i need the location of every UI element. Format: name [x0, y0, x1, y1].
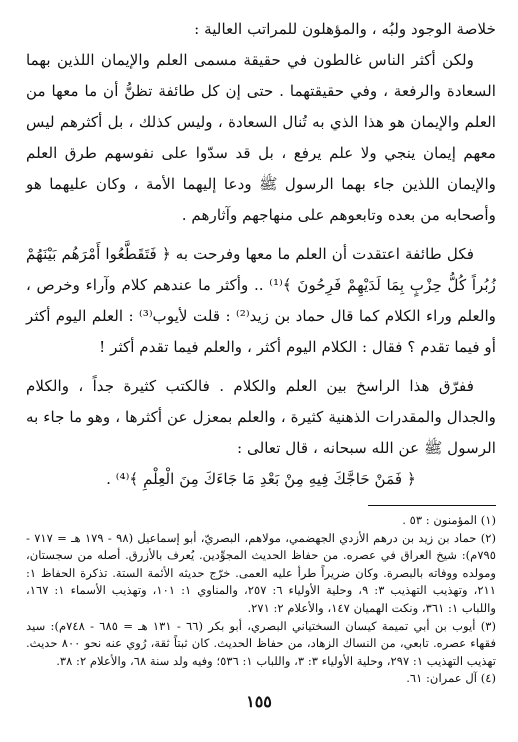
footnote-1: (١) المؤمنون : ٥٣ .: [402, 513, 496, 527]
paragraph-knowledge-faith: ولكن أكثر الناس غالطون في حقيقة مسمى العلم والإيمان اللذين بهما السعادة والرفعة ، وفي حقيقتهما . حتى إن كل طائفة تظنُّ أن ما معها من العلم والإيمان هو هذا الذي به تُنال السعادة ، وليس كذلك ، بل أكثرهم ليس معهم إيمان ينجي ولا علم يرفع ، بل قد سدّوا على نفوسهم طرق العلم والإيمان اللذين جاء بهما الرسول ﷺ ودعا إليهما الأمة ، وكان عليهما هو وأصحابه من بعده وتابعوهم على منهاجهم وآثارهم .: [26, 51, 496, 224]
footnote-4: (٤) آل عمران: ٦١.: [406, 671, 496, 686]
footnotes: [26, 512, 496, 688]
page-number: ١٥٥: [246, 692, 272, 711]
paragraph-each-faction: فكل طائفة اعتقدت أن العلم ما معها وفرحت به ﴿ فَتَقَطَّعُوا أَمْرَهُم بَيْنَهُمْ زُبُراً كُلُّ حِزْبٍ بِمَا لَدَيْهِمْ فَرِحُونَ ﴾⁽¹⁾ .. وأكثر ما عندهم كلام وآراء وخرص ، والعلم وراء الكلام كما قال حماد بن زيد⁽²⁾ : قلت لأيوب⁽³⁾ : العلم اليوم أكثر أو فيما تقدم ؟ فقال : الكلام اليوم أكثر ، والعلم فيما تقدم أكثر !: [26, 245, 497, 356]
book-page: [26, 14, 496, 730]
footnote-2: (٢) حماد بن زيد بن درهم الأزدي الجهضمي، مولاهم، البصريّ، أبو إسماعيل (٩٨ - ١٧٩ هـ = ٧١٧ - ٧٩٥م): شيخ العراق في عصره. من حفاظ الحديث المجوِّدين. يُعرف بالأزرق. أصله من سجستان، ومولده ووفاته بالبصرة. وكان ضريراً طرأ عليه العمى. خرّج حديثه الأئمة الستة. تذكرة الحفاظ ١: ٢١١، وتهذيب التهذيب ٣: ٩، وحلية الأولياء ٦: ٢٥٧، والمناوي ١: ١٠١، وتهذيب الأسماء ١: ١٦٧، واللباب ١: ٣٦١، ونكت الهميان ١٤٧، والأعلام ٢: ٢٧١.: [26, 530, 497, 615]
footnote-3: (٣) أيوب بن أبي تميمة كيسان السختياني البصري، أبو بكر (٦٦ - ١٣١ هـ = ٦٨٥ - ٧٤٨م): سيد فقهاء عصره. تابعي، من النساك الزهاد، من حفاظ الحديث. كان ثبتاً ثقة، رُوي عنه نحو ٨٠٠ حديث. تهذيب التهذيب ١: ٢٩٧، وحلية الأولياء ٣: ٣، واللباب ١: ٥٣٦؛ وفيه ولد سنة ٦٨، والأعلام ٢: ٣٨.: [26, 618, 497, 668]
main-text: [26, 14, 496, 495]
paragraph-intro: خلاصة الوجود ولبُه ، والمؤهلون للمراتب العالية :: [194, 20, 496, 38]
quran-verse: ﴿ فَمَنْ حَاجَّكَ فِيهِ مِنْ بَعْدِ مَا جَاءَكَ مِنَ الْعِلْمِ ﴾⁽⁴⁾ .: [106, 470, 416, 488]
paragraph-distinction: ففرّق هذا الراسخ بين العلم والكلام . فالكتب كثيرة جداً ، والكلام والجدال والمقدرات الذهنية كثيرة ، والعلم بمعزل عن أكثرها ، وهو ما جاء به الرسول ﷺ عن الله سبحانه ، قال تعالى :: [26, 377, 496, 457]
footnote-divider: [368, 505, 496, 506]
